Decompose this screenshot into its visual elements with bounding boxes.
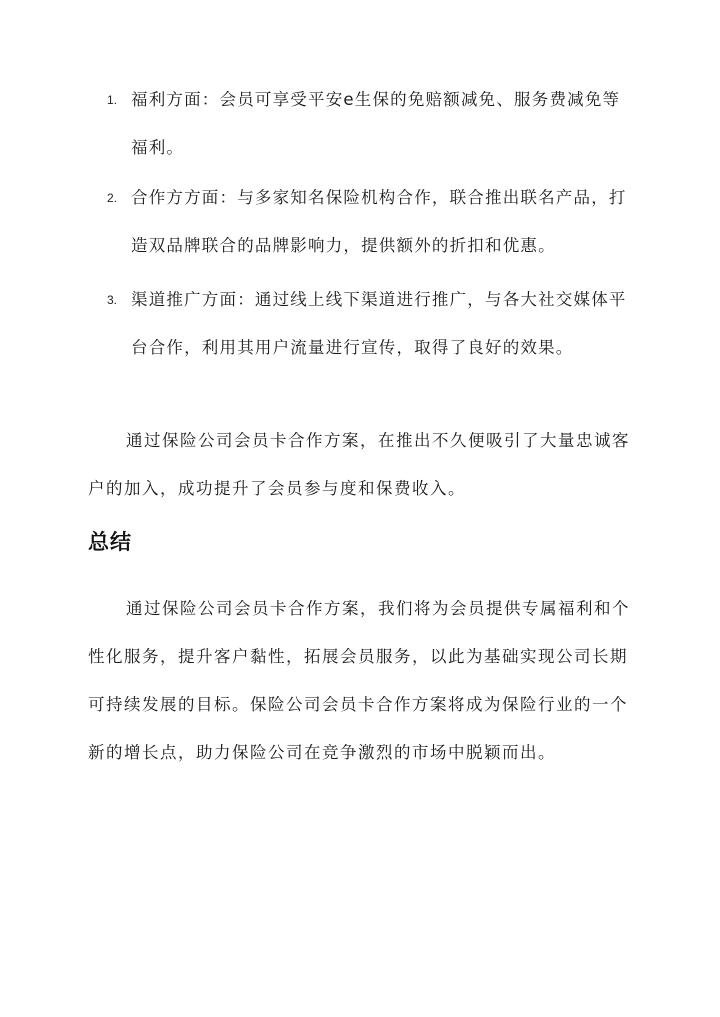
summary-paragraph: 通过保险公司会员卡合作方案，我们将为会员提供专属福利和个性化服务，提升客户黏性，拓展会员服务，以此为基础实现公司长期可持续发展的目标。保险公司会员卡合作方案将成为保险行业的一个新的增长点，助力保险公司在竞争激烈的市场中脱颖而出。 [88,599,630,762]
list-item-number: 3. [107,293,118,307]
section-heading: 总结 [88,530,132,554]
list-item-text: 福利方面：会员可享受平安e生保的免赔额减免、服务费减免等福利。 [131,90,621,157]
list-item-number: 1. [107,93,118,107]
list-item-text: 渠道推广方面：通过线上线下渠道进行推广，与各大社交媒体平台合作，利用其用户流量进行宣传，取得了良好的效果。 [131,290,627,357]
result-paragraph: 通过保险公司会员卡合作方案，在推出不久便吸引了大量忠诚客户的加入，成功提升了会员参与度和保费收入。 [88,431,630,498]
list-item-number: 2. [107,191,118,205]
list-item-text: 合作方方面：与多家知名保险机构合作，联合推出联名产品，打造双品牌联合的品牌影响力，提供额外的折扣和优惠。 [131,188,627,255]
